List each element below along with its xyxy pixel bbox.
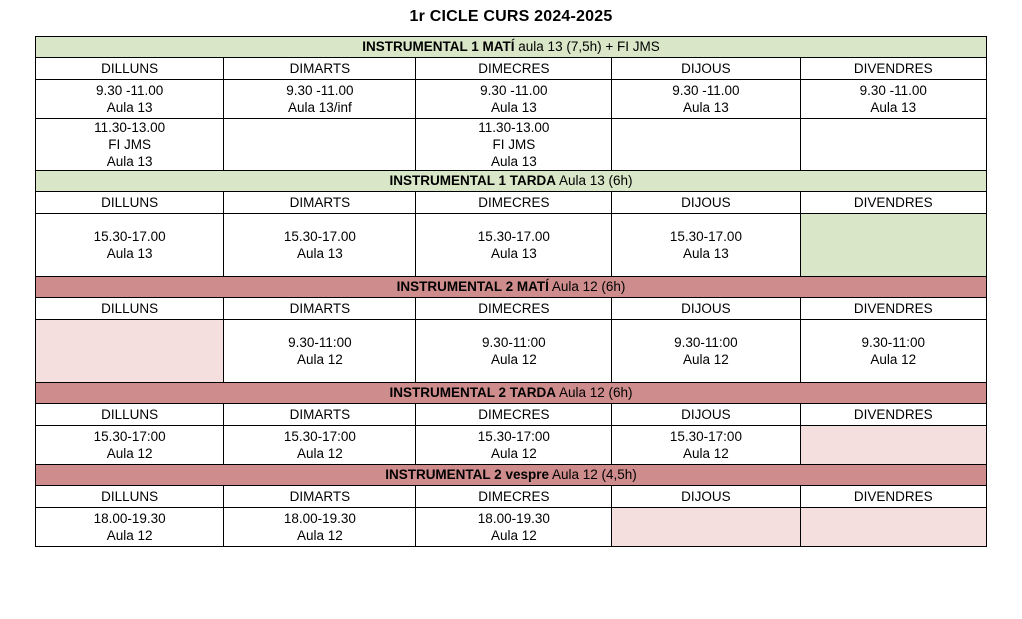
table-row	[36, 214, 987, 277]
slot-cell	[416, 119, 612, 171]
section-band-instrumental-1-tarda	[36, 171, 987, 192]
day-header-divendres: DIVENDRES	[800, 298, 986, 320]
slot-room: Aula 12	[870, 352, 917, 367]
slot-room: Aula 13	[870, 100, 917, 115]
slot-time: 9.30 -11.00	[480, 83, 548, 98]
table-row	[36, 426, 987, 465]
schedule-table	[35, 36, 987, 547]
slot-room: Aula 13	[490, 100, 537, 115]
slot-time: 11.30-13.00	[94, 120, 166, 135]
slot-cell	[224, 426, 416, 465]
day-header-row	[36, 486, 987, 508]
slot-room: Aula 13	[490, 246, 537, 261]
day-header-dimarts: DIMARTS	[224, 486, 416, 508]
slot-time: 9.30-11:00	[482, 335, 546, 350]
slot-cell-blocked	[612, 508, 800, 547]
slot-time: 18.00-19.30	[477, 511, 550, 526]
slot-cell	[36, 119, 224, 171]
slot-cell	[416, 80, 612, 119]
schedule-page	[0, 8, 1022, 619]
slot-room: Aula 13	[106, 100, 153, 115]
section-band-row	[36, 465, 987, 486]
slot-time: 9.30 -11.00	[672, 83, 740, 98]
section-band-title: INSTRUMENTAL 2 TARDA	[389, 385, 556, 400]
slot-room: Aula 12	[296, 352, 343, 367]
slot-cell	[36, 80, 224, 119]
slot-room: Aula 13	[683, 246, 729, 261]
section-band-subtitle: Aula 12 (4,5h)	[552, 467, 637, 482]
slot-cell	[416, 508, 612, 547]
day-header-dijous: DIJOUS	[612, 298, 800, 320]
day-header-row	[36, 192, 987, 214]
day-header-dimecres: DIMECRES	[416, 192, 612, 214]
slot-time: 15.30-17.00	[93, 229, 166, 244]
slot-time: 15.30-17:00	[477, 429, 550, 444]
day-header-divendres: DIVENDRES	[800, 192, 986, 214]
day-header-dimarts: DIMARTS	[224, 192, 416, 214]
slot-room: Aula 13	[106, 154, 153, 169]
table-row	[36, 80, 987, 119]
day-header-dimecres: DIMECRES	[416, 58, 612, 80]
day-header-dijous: DIJOUS	[612, 486, 800, 508]
day-header-dilluns: DILLUNS	[36, 298, 224, 320]
day-header-dilluns: DILLUNS	[36, 58, 224, 80]
day-header-dijous: DIJOUS	[612, 58, 800, 80]
slot-cell-blocked	[800, 508, 986, 547]
day-header-divendres: DIVENDRES	[800, 58, 986, 80]
slot-time: 15.30-17.00	[283, 229, 356, 244]
slot-time: 9.30 -11.00	[95, 83, 164, 98]
slot-cell	[224, 80, 416, 119]
section-band-title: INSTRUMENTAL 1 TARDA	[389, 173, 556, 188]
slot-time: 15.30-17:00	[669, 429, 742, 444]
slot-cell	[36, 214, 224, 277]
section-band-instrumental-2-tarda	[36, 383, 987, 404]
section-band-title: INSTRUMENTAL 2 MATÍ	[396, 279, 549, 294]
slot-cell	[224, 508, 416, 547]
section-band-row	[36, 37, 987, 58]
day-header-dimarts: DIMARTS	[224, 298, 416, 320]
day-header-row	[36, 298, 987, 320]
slot-room: Aula 13	[296, 246, 343, 261]
slot-cell-empty	[612, 119, 800, 171]
slot-cell	[224, 320, 416, 383]
slot-time: 18.00-19.30	[93, 511, 166, 526]
slot-cell	[36, 426, 224, 465]
slot-cell-blocked	[36, 320, 224, 383]
slot-cell	[416, 426, 612, 465]
day-header-dijous: DIJOUS	[612, 192, 800, 214]
slot-cell	[800, 320, 986, 383]
section-band-instrumental-2-mati	[36, 277, 987, 298]
slot-cell	[800, 80, 986, 119]
section-band-title: INSTRUMENTAL 2 vespre	[385, 467, 549, 482]
slot-time: 15.30-17.00	[669, 229, 742, 244]
slot-room: Aula 12	[106, 446, 153, 461]
day-header-dimecres: DIMECRES	[416, 404, 612, 426]
slot-time: 9.30 -11.00	[286, 83, 354, 98]
section-band-subtitle: Aula 12 (6h)	[551, 279, 626, 294]
slot-room: Aula 13	[106, 246, 153, 261]
slot-room: Aula 12	[490, 528, 537, 543]
slot-room: Aula 13/inf	[287, 100, 352, 115]
slot-room: Aula 12	[490, 352, 537, 367]
slot-cell	[416, 214, 612, 277]
slot-cell	[612, 320, 800, 383]
day-header-dilluns: DILLUNS	[36, 486, 224, 508]
day-header-divendres: DIVENDRES	[800, 404, 986, 426]
section-band-instrumental-2-vespre	[36, 465, 987, 486]
day-header-divendres: DIVENDRES	[800, 486, 986, 508]
section-band-subtitle: Aula 13 (6h)	[558, 173, 633, 188]
day-header-dijous: DIJOUS	[612, 404, 800, 426]
slot-label: FI JMS	[492, 137, 536, 152]
slot-time: 9.30 -11.00	[859, 83, 927, 98]
slot-cell-empty	[224, 119, 416, 171]
slot-cell	[612, 214, 800, 277]
day-header-dilluns: DILLUNS	[36, 192, 224, 214]
slot-room: Aula 12	[683, 446, 729, 461]
slot-cell-blocked	[800, 426, 986, 465]
slot-room: Aula 13	[490, 154, 537, 169]
slot-cell	[612, 80, 800, 119]
schedule-body	[36, 37, 987, 547]
slot-room: Aula 12	[683, 352, 729, 367]
day-header-dimecres: DIMECRES	[416, 486, 612, 508]
slot-room: Aula 12	[106, 528, 153, 543]
slot-time: 18.00-19.30	[283, 511, 356, 526]
slot-time: 9.30-11:00	[288, 335, 352, 350]
table-row	[36, 508, 987, 547]
day-header-row	[36, 404, 987, 426]
section-band-row	[36, 383, 987, 404]
section-band-row	[36, 277, 987, 298]
slot-time: 15.30-17.00	[477, 229, 550, 244]
table-row	[36, 119, 987, 171]
section-band-title: INSTRUMENTAL 1 MATÍ	[362, 39, 515, 54]
section-band-subtitle: aula 13 (7,5h) + FI JMS	[518, 39, 660, 54]
slot-room: Aula 12	[296, 528, 343, 543]
slot-cell	[416, 320, 612, 383]
slot-room: Aula 13	[683, 100, 729, 115]
slot-label: FI JMS	[108, 137, 152, 152]
slot-cell	[224, 214, 416, 277]
slot-cell-empty	[800, 119, 986, 171]
slot-time: 15.30-17:00	[283, 429, 356, 444]
section-band-row	[36, 171, 987, 192]
day-header-dimarts: DIMARTS	[224, 58, 416, 80]
slot-cell	[612, 426, 800, 465]
slot-room: Aula 12	[296, 446, 343, 461]
section-band-instrumental-1-mati	[36, 37, 987, 58]
slot-time: 9.30-11:00	[861, 335, 926, 350]
slot-time: 11.30-13.00	[478, 120, 550, 135]
page-title: 1r CICLE CURS 2024-2025	[409, 8, 613, 25]
slot-time: 9.30-11:00	[674, 335, 738, 350]
slot-room: Aula 12	[490, 446, 537, 461]
day-header-dimarts: DIMARTS	[224, 404, 416, 426]
day-header-dimecres: DIMECRES	[416, 298, 612, 320]
day-header-row	[36, 58, 987, 80]
day-header-dilluns: DILLUNS	[36, 404, 224, 426]
slot-cell	[36, 508, 224, 547]
slot-time: 15.30-17:00	[93, 429, 166, 444]
table-row	[36, 320, 987, 383]
section-band-subtitle: Aula 12 (6h)	[558, 385, 633, 400]
slot-cell-blocked	[800, 214, 986, 277]
